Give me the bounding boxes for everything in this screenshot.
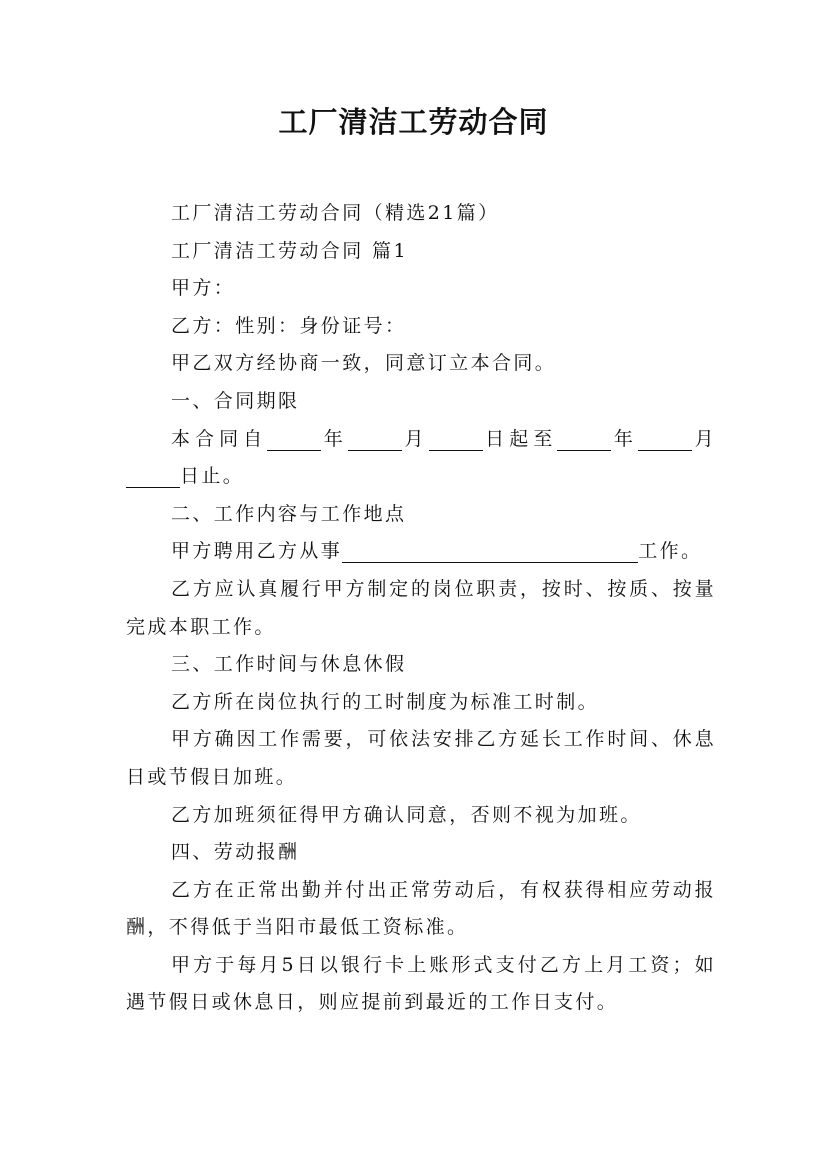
term-year-label: 年 <box>321 427 348 450</box>
term-day-from-label: 日起至 <box>482 427 558 450</box>
section-heading-term: 一、合同期限 <box>171 389 300 412</box>
section-heading-work: 二、工作内容与工作地点 <box>171 502 407 525</box>
paragraph-party-a: 甲方： <box>171 277 236 300</box>
term-month-label: 月 <box>401 427 429 450</box>
paragraph-subtitle: 工厂清洁工劳动合同（精选21篇） <box>171 202 500 224</box>
paragraph-contract-term <box>126 421 716 496</box>
document-body <box>126 195 716 1022</box>
blank-year-end <box>557 428 611 451</box>
section-heading-hours: 三、工作时间与休息休假 <box>171 653 407 676</box>
paragraph-overtime-approval: 乙方加班须征得甲方确认同意，否则不视为加班。 <box>171 803 642 826</box>
paragraph-duties: 乙方应认真履行甲方制定的岗位职责，按时、按质、按量完成本职工作。 <box>126 577 716 638</box>
employ-prefix: 甲方聘用乙方从事 <box>171 540 343 563</box>
paragraph-employment <box>126 533 716 571</box>
blank-job-title <box>342 540 638 563</box>
paragraph-overtime: 甲方确因工作需要，可依法安排乙方延长工作时间、休息日或节假日加班。 <box>126 728 716 788</box>
paragraph-hours-system: 乙方所在岗位执行的工时制度为标准工时制。 <box>171 690 600 713</box>
blank-month-end <box>638 428 692 451</box>
blank-year-start <box>267 428 321 451</box>
section-heading-pay: 四、劳动报酬 <box>171 841 300 864</box>
employ-suffix: 工作。 <box>638 540 703 563</box>
document-title: 工厂清洁工劳动合同 <box>278 105 549 139</box>
paragraph-agreement: 甲乙双方经协商一致，同意订立本合同。 <box>171 352 557 375</box>
blank-day-end <box>126 465 180 488</box>
paragraph-pay-schedule: 甲方于每月5日以银行卡上账形式支付乙方上月工资；如遇节假日或休息日，则应提前到最近的工作日支付。 <box>126 953 716 1014</box>
term-month-end-label: 月 <box>691 427 717 450</box>
term-year-end-label: 年 <box>611 427 638 450</box>
term-suffix: 日止。 <box>180 465 245 488</box>
blank-day-start <box>429 428 483 451</box>
blank-month-start <box>348 428 402 451</box>
term-prefix: 本合同自 <box>171 427 268 450</box>
paragraph-pay-right: 乙方在正常出勤并付出正常劳动后，有权获得相应劳动报酬，不得低于当阳市最低工资标准。 <box>126 878 716 939</box>
paragraph-party-b: 乙方：性别：身份证号： <box>171 314 407 337</box>
paragraph-article-heading: 工厂清洁工劳动合同 篇1 <box>171 239 408 262</box>
